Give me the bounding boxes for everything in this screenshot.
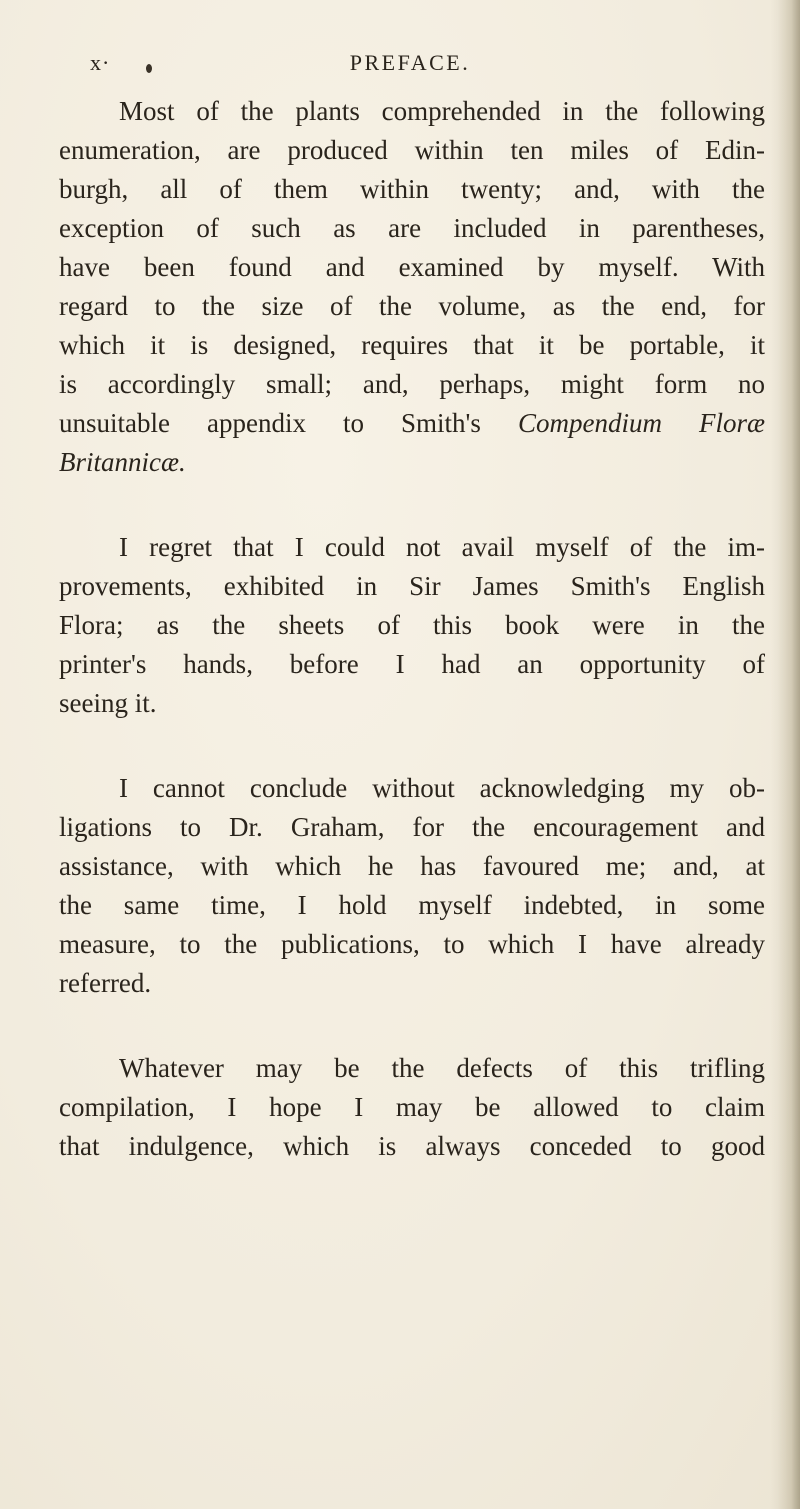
page-number: x· — [90, 50, 111, 75]
text-line: the same time, I hold myself indebted, in some — [59, 890, 765, 920]
text-line: seeing it. — [59, 688, 157, 718]
text-fragment: unsuitable appendix to Smith's — [59, 408, 518, 438]
paragraph-2 — [59, 528, 765, 723]
text-line: compilation, I hope I may be allowed to claim — [59, 1092, 765, 1122]
text-line: which it is designed, requires that it be portable, it — [59, 330, 765, 360]
text-line: regard to the size of the volume, as the end, for — [59, 291, 765, 321]
book-title-fragment: Britannicæ. — [59, 447, 186, 477]
text-line: Flora; as the sheets of this book were in the — [59, 610, 765, 640]
text-line: is accordingly small; and, perhaps, might form no — [59, 369, 765, 399]
text-line: have been found and examined by myself. With — [59, 252, 765, 282]
running-title: PREFACE. — [349, 50, 471, 75]
text-line: that indulgence, which is always conceded to good — [59, 1131, 765, 1161]
text-line: Whatever may be the defects of this trifling — [119, 1053, 765, 1083]
text-line: enumeration, are produced within ten miles of Edin- — [59, 135, 765, 165]
page-edge-shadow — [778, 0, 800, 1509]
text-line: Most of the plants comprehended in the following — [119, 96, 765, 126]
text-line-mixed — [59, 404, 765, 443]
running-head — [0, 44, 800, 84]
text-line: burgh, all of them within twenty; and, with the — [59, 174, 765, 204]
book-title-fragment: Compendium Floræ — [517, 408, 765, 438]
paragraph-1 — [59, 92, 765, 482]
text-line: exception of such as are included in parentheses, — [59, 213, 765, 243]
text-line: ligations to Dr. Graham, for the encouragement and — [59, 812, 765, 842]
text-line: I cannot conclude without acknowledging my ob- — [119, 773, 765, 803]
text-line: measure, to the publications, to which I have already — [59, 929, 765, 959]
text-line: provements, exhibited in Sir James Smith's English — [59, 571, 765, 601]
paragraph-3 — [59, 769, 765, 1003]
preface-body — [59, 92, 765, 1212]
text-line: printer's hands, before I had an opportunity of — [59, 649, 765, 679]
text-line: assistance, with which he has favoured me; and, at — [59, 851, 765, 881]
text-line: referred. — [59, 968, 152, 998]
text-line: I regret that I could not avail myself of the im- — [119, 532, 765, 562]
paragraph-4 — [59, 1049, 765, 1166]
